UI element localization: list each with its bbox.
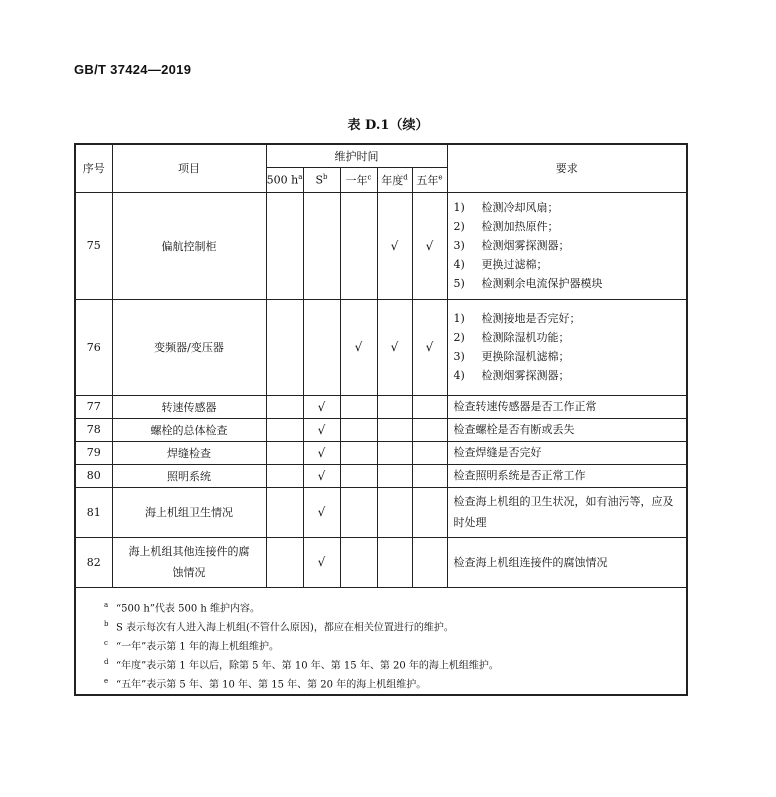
row-requirement: [447, 299, 687, 395]
row-number: 78: [75, 418, 112, 441]
row-number: 80: [75, 464, 112, 487]
check-cell: √: [303, 487, 340, 537]
maintenance-table: [74, 143, 688, 696]
check-cell: [377, 441, 412, 464]
check-cell: [340, 537, 377, 587]
footnote: $^e$ “五年”表示第 5 年、第 10 年、第 15 年、第 20 年的海上机组维护。: [104, 676, 427, 690]
header-interval-s: $S^b$: [303, 167, 340, 192]
check-cell: √: [412, 299, 447, 395]
table-title: 表 D.1（续）: [347, 118, 429, 133]
requirement-item: 4) 检测烟雾探测器；: [453, 369, 570, 382]
table-notes: [75, 587, 687, 695]
check-cell: [377, 395, 412, 418]
footnote: $^b$ S 表示每次有人进入海上机组(不管什么原因)，都应在相关位置进行的维护。: [104, 619, 454, 633]
check-cell: [412, 441, 447, 464]
check-cell: [340, 418, 377, 441]
check-cell: [377, 418, 412, 441]
check-cell: √: [303, 441, 340, 464]
check-cell: [266, 464, 303, 487]
check-cell: [340, 395, 377, 418]
check-cell: √: [340, 299, 377, 395]
check-cell: [266, 487, 303, 537]
row-requirement: [447, 192, 687, 299]
row-requirement: 检查照明系统是否正常工作: [447, 464, 687, 487]
check-cell: [377, 537, 412, 587]
row-number: 81: [75, 487, 112, 537]
row-item: 海上机组其他连接件的腐蚀情况: [112, 537, 266, 587]
header-interval-group: 维护时间: [266, 144, 447, 167]
check-cell: [303, 299, 340, 395]
table-row: [75, 441, 687, 464]
check-cell: [266, 192, 303, 299]
check-cell: √: [303, 537, 340, 587]
check-cell: [412, 418, 447, 441]
table-row: [75, 464, 687, 487]
row-requirement: 检查海上机组连接件的腐蚀情况: [447, 537, 687, 587]
row-number: 82: [75, 537, 112, 587]
check-cell: [412, 537, 447, 587]
check-cell: √: [303, 395, 340, 418]
footnote: $^d$ “年度”表示第 1 年以后，除第 5 年、第 10 年、第 15 年、第 20 年的海上机组维护。: [104, 657, 499, 671]
check-cell: √: [377, 299, 412, 395]
table-row: [75, 192, 687, 299]
row-requirement: 检查焊缝是否完好: [447, 441, 687, 464]
check-cell: [266, 537, 303, 587]
row-number: 76: [75, 299, 112, 395]
check-cell: √: [303, 418, 340, 441]
row-item: 偏航控制柜: [112, 192, 266, 299]
header-interval-one-year: 一年$^c$: [340, 167, 377, 192]
requirement-item: 5) 检测剩余电流保护器模块: [453, 277, 603, 290]
header-interval-500h: 500 $h^a$: [266, 167, 303, 192]
check-cell: [303, 192, 340, 299]
row-item: 螺栓的总体检查: [112, 418, 266, 441]
header-item: 项目: [112, 144, 266, 192]
requirement-item: 1) 检测冷却风扇；: [453, 201, 559, 214]
table-row: [75, 537, 687, 587]
requirement-item: 3) 检测烟雾探测器；: [453, 239, 570, 252]
footnote: $^a$ “500 h”代表 500 h 维护内容。: [104, 600, 260, 614]
requirement-item: 3) 更换除湿机滤棉；: [453, 350, 570, 363]
row-item: 海上机组卫生情况: [112, 487, 266, 537]
row-requirement: 检查转速传感器是否工作正常: [447, 395, 687, 418]
row-number: 79: [75, 441, 112, 464]
row-number: 75: [75, 192, 112, 299]
table-row: [75, 395, 687, 418]
table-row: [75, 487, 687, 537]
header-seq: 序号: [75, 144, 112, 192]
requirement-item: 4) 更换过滤棉；: [453, 258, 548, 271]
check-cell: √: [303, 464, 340, 487]
header-interval-annual: 年度$^d$: [377, 167, 412, 192]
check-cell: √: [412, 192, 447, 299]
row-requirement: 检查海上机组的卫生状况，如有油污等，应及时处理: [447, 487, 687, 537]
row-item: 照明系统: [112, 464, 266, 487]
notes-row: [75, 587, 687, 695]
requirement-item: 1) 检测接地是否完好；: [453, 312, 581, 325]
check-cell: [266, 418, 303, 441]
table-row: [75, 418, 687, 441]
row-item: 焊缝检查: [112, 441, 266, 464]
check-cell: [340, 487, 377, 537]
check-cell: [340, 464, 377, 487]
row-requirement: 检查螺栓是否有断或丢失: [447, 418, 687, 441]
check-cell: [377, 464, 412, 487]
row-number: 77: [75, 395, 112, 418]
row-item: 变频器/变压器: [112, 299, 266, 395]
check-cell: [412, 395, 447, 418]
check-cell: [377, 487, 412, 537]
requirement-item: 2) 检测加热原件；: [453, 220, 559, 233]
check-cell: [266, 299, 303, 395]
check-cell: [340, 441, 377, 464]
header-interval-five-year: 五年$^e$: [412, 167, 447, 192]
table-row: [75, 299, 687, 395]
row-item: 转速传感器: [112, 395, 266, 418]
header-requirement: 要求: [447, 144, 687, 192]
document-id: GB/T 37424—2019: [74, 62, 192, 77]
check-cell: [340, 192, 377, 299]
check-cell: [412, 487, 447, 537]
check-cell: √: [377, 192, 412, 299]
check-cell: [266, 395, 303, 418]
check-cell: [266, 441, 303, 464]
footnote: $^c$ “一年”表示第 1 年的海上机组维护。: [104, 638, 279, 652]
check-cell: [412, 464, 447, 487]
requirement-item: 2) 检测除湿机功能；: [453, 331, 570, 344]
